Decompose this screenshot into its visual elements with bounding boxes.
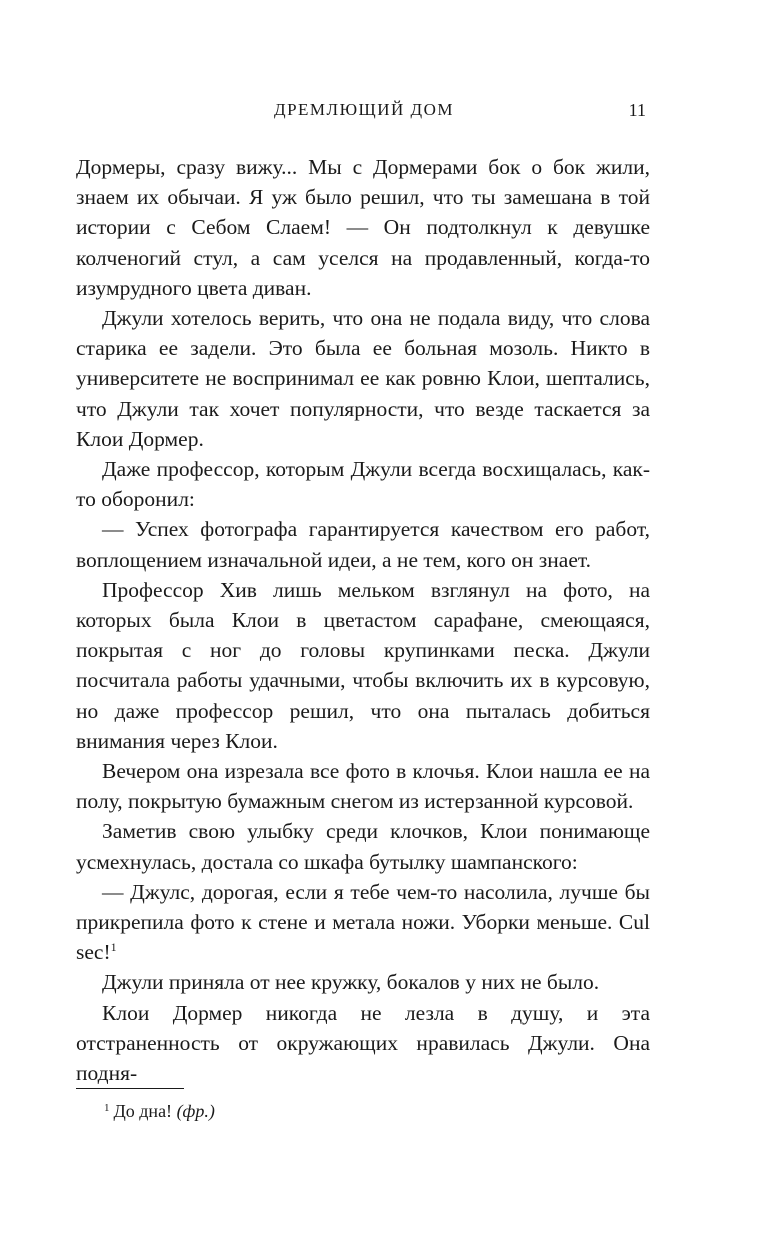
paragraph-9: Джули приняла от нее кружку, бокалов у них не было. <box>102 970 600 995</box>
paragraph-10: Клои Дормер никогда не лезла в душу, и эта отстраненность от окружающих нравилась Джули. Она подня- <box>76 1000 650 1086</box>
paragraph-8 <box>76 877 650 968</box>
footnote-marker: 1 <box>104 1102 110 1114</box>
paragraph-5: Профессор Хив лишь мельком взглянул на фото, на которых была Клои в цветастом сарафане, смеющаяся, покрытая с ног до головы крупинками песка. Джули посчитала работы удачными, чтобы включить их в курсовую, но даже профессор решил, что она пыталась добиться внимания через Клои. <box>76 577 650 753</box>
running-head <box>0 100 768 122</box>
paragraph-2: Джули хотелось верить, что она не подала виду, что слова старика ее задели. Это была ее больная мозоль. Никто в университете не воспринимал ее как ровню Клои, шептались, что Джули так хочет популярности, что везде таскается за Клои Дормер. <box>76 306 650 451</box>
paragraph-1: Дормеры, сразу вижу... Мы с Дормерами бок о бок жили, знаем их обычаи. Я уж было решил, что ты замешана в той истории с Себом Слаем! — Он подтолкнул к девушке колченогий стул, а сам уселся на продавленный, когда-то изумрудного цвета диван. <box>76 155 650 300</box>
footnote <box>104 1096 215 1123</box>
page-number: 11 <box>628 100 646 120</box>
paragraph-7: Заметив свою улыбку среди клочков, Клои понимающе усмехнулась, достала со шкафа бутылку шампанского: <box>76 819 650 874</box>
footnote-text: До дна! <box>113 1101 177 1121</box>
paragraph-4: — Успех фотографа гарантируется качеством его работ, воплощением изначальной идеи, а не тем, кого он знает. <box>76 517 650 572</box>
footnote-note: (фр.) <box>176 1101 215 1121</box>
body-text <box>76 152 650 1088</box>
paragraph-8-text: — Джулс, дорогая, если я тебе чем-то насолила, лучше бы прикрепила фото к стене и метала ножи. Уборки меньше. Cul sec! <box>76 879 650 965</box>
footnote-divider <box>76 1088 184 1089</box>
running-title: ДРЕМЛЮЩИЙ ДОМ <box>274 100 454 119</box>
footnote-reference: 1 <box>110 940 117 955</box>
paragraph-3: Даже профессор, которым Джули всегда восхищалась, как-то оборонил: <box>76 457 650 512</box>
paragraph-6: Вечером она изрезала все фото в клочья. Клои нашла ее на полу, покрытую бумажным снегом из истерзанной курсовой. <box>76 759 650 814</box>
